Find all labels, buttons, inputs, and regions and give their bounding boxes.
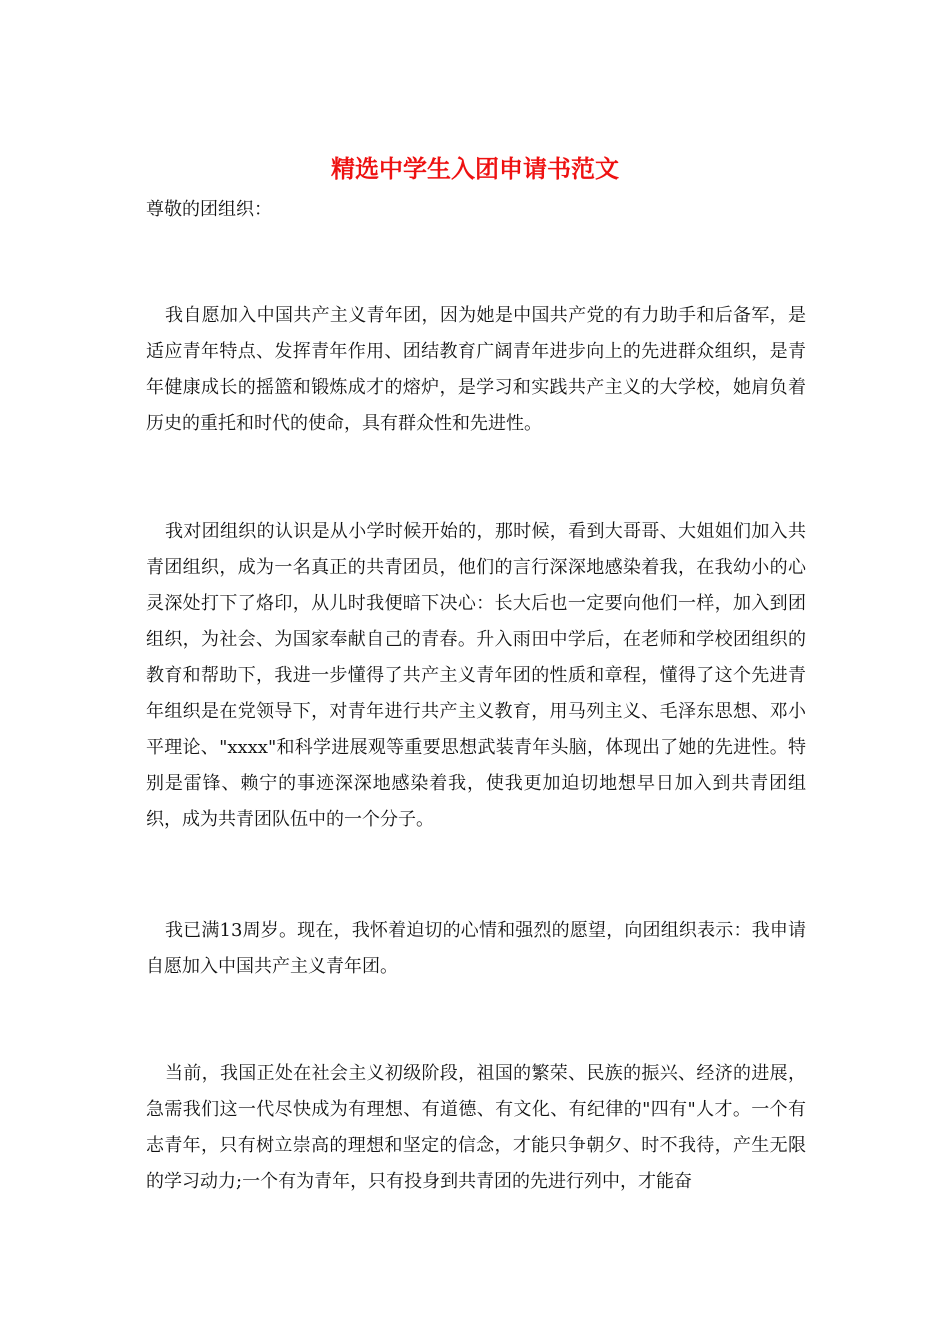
salutation: 尊敬的团组织：	[146, 199, 272, 220]
paragraph-3: 我已满13周岁。现在，我怀着迫切的心情和强烈的愿望，向团组织表示：我申请自愿加入中国共产主义青年团。	[146, 920, 806, 977]
document-title: 精选中学生入团申请书范文	[331, 155, 619, 183]
paragraph-1: 我自愿加入中国共产主义青年团，因为她是中国共产党的有力助手和后备军，是适应青年特点、发挥青年作用、团结教育广阔青年进步向上的先进群众组织，是青年健康成长的摇篮和锻炼成才的熔炉，是学习和实践共产主义的大学校，她肩负着历史的重托和时代的使命，具有群众性和先进性。	[146, 305, 806, 434]
paragraph-2: 我对团组织的认识是从小学时候开始的，那时候，看到大哥哥、大姐姐们加入共青团组织，成为一名真正的共青团员，他们的言行深深地感染着我，在我幼小的心灵深处打下了烙印，从儿时我便暗下决心：长大后也一定要向他们一样，加入到团组织，为社会、为国家奉献自己的青春。升入雨田中学后，在老师和学校团组织的教育和帮助下，我进一步懂得了共产主义青年团的性质和章程，懂得了这个先进青年组织是在党领导下，对青年进行共产主义教育，用马列主义、毛泽东思想、邓小平理论、"xxxx"和科学进展观等重要思想武装青年头脑，体现出了她的先进性。特别是雷锋、赖宁的事迹深深地感染着我，使我更加迫切地想早日加入到共青团组织，成为共青团队伍中的一个分子。	[146, 521, 806, 830]
paragraph-4: 当前，我国正处在社会主义初级阶段，祖国的繁荣、民族的振兴、经济的进展，急需我们这一代尽快成为有理想、有道德、有文化、有纪律的"四有"人才。一个有志青年，只有树立崇高的理想和坚定的信念，才能只争朝夕、时不我待，产生无限的学习动力;一个有为青年，只有投身到共青团的先进行列中，才能奋	[146, 1063, 806, 1192]
